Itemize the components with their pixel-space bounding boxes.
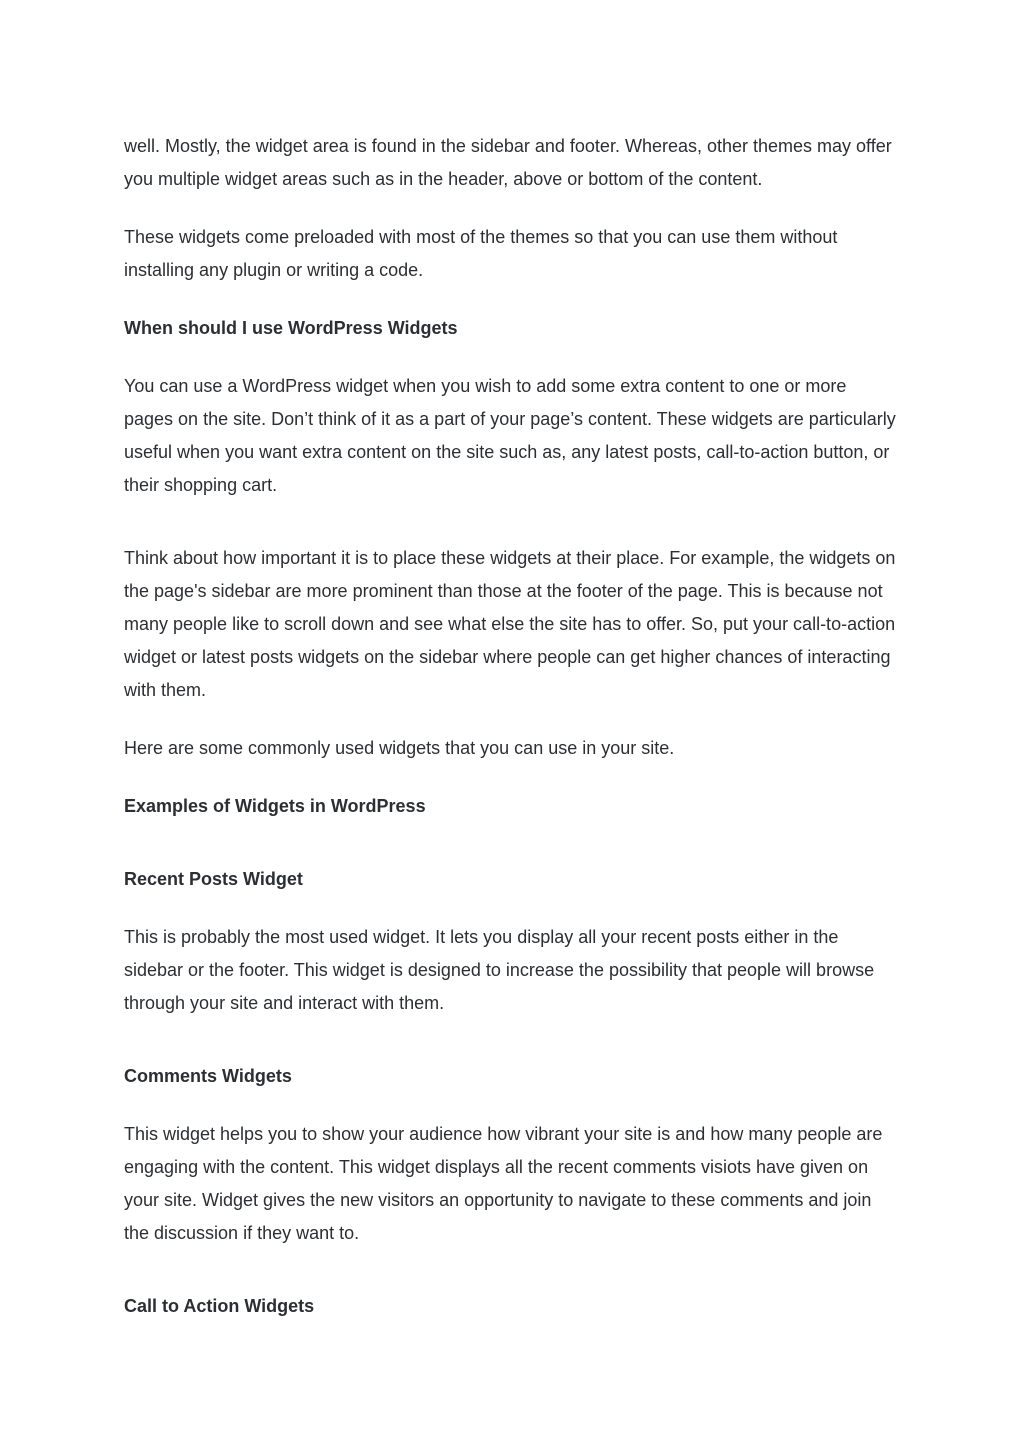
intro-paragraph-preloaded: These widgets come preloaded with most of the themes so that you can use them without installing any plugin or writing a code. bbox=[124, 227, 838, 280]
subheading-call-to-action: Call to Action Widgets bbox=[124, 1296, 315, 1316]
intro-paragraph-widget-areas: well. Mostly, the widget area is found in the sidebar and footer. Whereas, other themes may offer you multiple widget areas such as in the header, above or bottom of the content. bbox=[124, 136, 892, 189]
section-heading-when-to-use: When should I use WordPress Widgets bbox=[124, 318, 458, 338]
paragraph-placement: Think about how important it is to place these widgets at their place. For example, the widgets on the page's sidebar are more prominent than those at the footer of the page. This is because not many people like to scroll down and see what else the site has to offer. So, put your call-to-action widget or latest posts widgets on the sidebar where people can get higher chances of interacting with them. bbox=[124, 548, 896, 700]
paragraph-when-to-use: You can use a WordPress widget when you wish to add some extra content to one or more pages on the site. Don’t think of it as a part of your page’s content. These widgets are particularly useful when you want extra content on the site such as, any latest posts, call-to-action button, or their shopping cart. bbox=[124, 376, 896, 495]
paragraph-recent-posts: This is probably the most used widget. It lets you display all your recent posts either in the sidebar or the footer. This widget is designed to increase the possibility that people will browse through your site and interact with them. bbox=[124, 927, 875, 1013]
section-heading-examples: Examples of Widgets in WordPress bbox=[124, 796, 426, 816]
subheading-comments: Comments Widgets bbox=[124, 1066, 292, 1086]
paragraph-common-widgets: Here are some commonly used widgets that you can use in your site. bbox=[124, 738, 675, 758]
document-page bbox=[124, 130, 899, 1348]
subheading-recent-posts: Recent Posts Widget bbox=[124, 869, 303, 889]
paragraph-comments: This widget helps you to show your audience how vibrant your site is and how many people are engaging with the content. This widget displays all the recent comments visiots have given on your site. Widget gives the new visitors an opportunity to navigate to these comments and join the discussion if they want to. bbox=[124, 1124, 883, 1243]
